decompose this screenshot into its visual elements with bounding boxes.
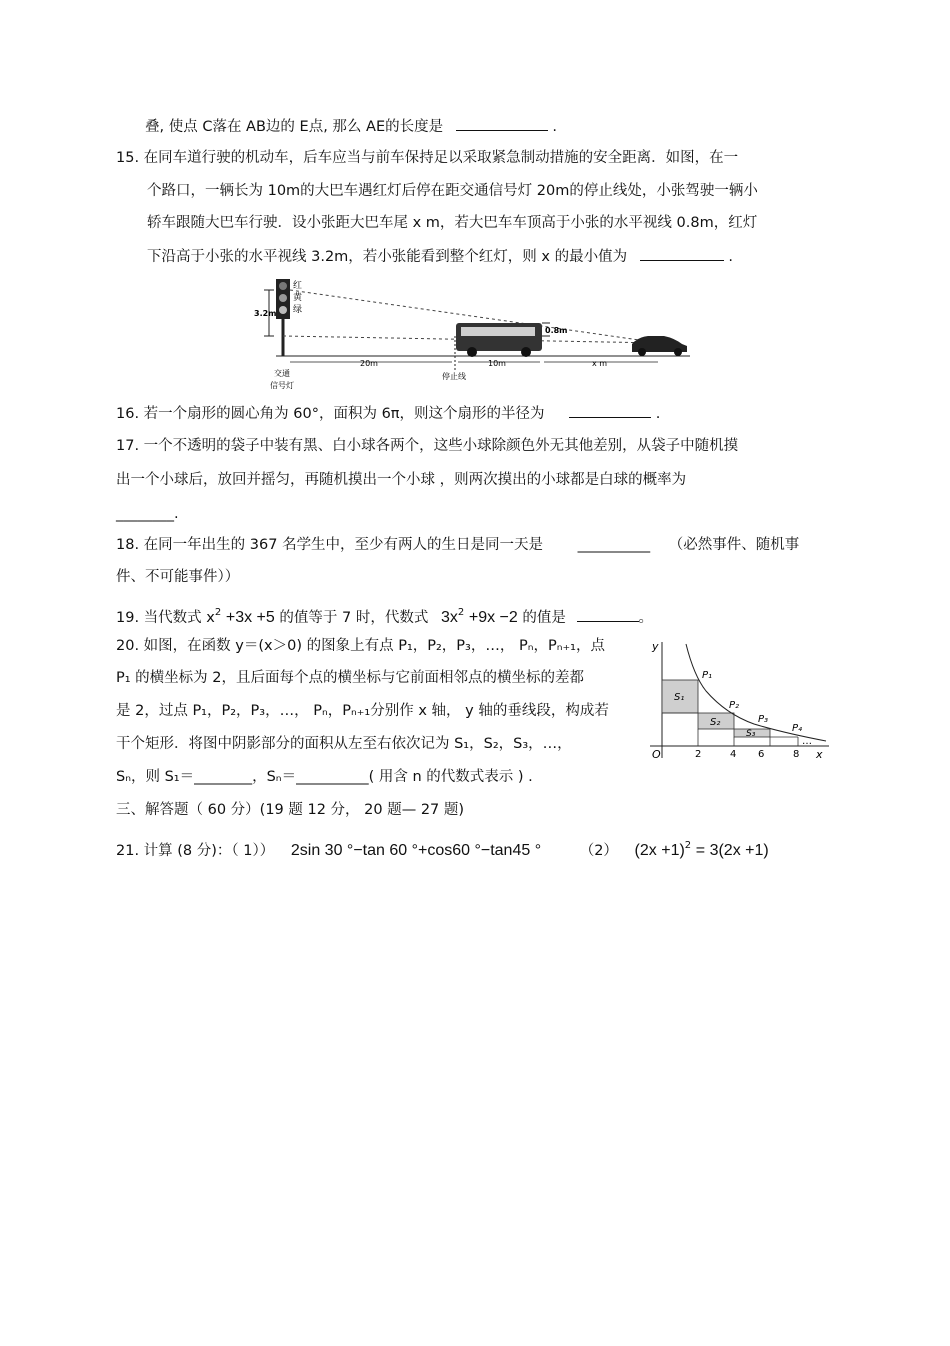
q19-expr-1: +3x +5	[225, 609, 275, 626]
q17-line-1: 17. 一个不透明的袋子中装有黑、白小球各两个，这些小球除颜色外无其他差别，从袋子中随机摸	[116, 438, 739, 454]
signal-label-2: 信号灯	[270, 381, 294, 390]
section-3-heading: 三、解答题（ 60 分）(19 题 12 分， 20 题— 27 题)	[116, 802, 465, 818]
area-s1: S₁	[674, 692, 685, 703]
bus-wheel-rear	[521, 347, 531, 357]
q18-options: （必然事件、随机事	[668, 537, 800, 553]
q21-expr-2a: (2x +1)	[634, 842, 685, 859]
point-p3: P₃	[758, 714, 769, 725]
q21	[116, 836, 769, 861]
q21-label: 21. 计算 (8 分)：（ 1））	[116, 843, 275, 859]
q14-tail	[145, 116, 557, 137]
d20-label: 20m	[360, 359, 378, 368]
q16-text: 16. 若一个扇形的圆心角为 60°，面积为 6π，则这个扇形的半径为	[116, 406, 545, 422]
hyperbola-figure	[644, 636, 839, 764]
q19-expr-2b: +9x −2	[468, 609, 518, 626]
q18-text: 18. 在同一年出生的 367 名学生中，至少有两人的生日是同一天是	[116, 537, 544, 553]
q20-line-2: P₁ 的横坐标为 2，且后面每个点的横坐标与它前面相邻点的横坐标的差都	[116, 670, 584, 686]
q16	[116, 403, 660, 424]
yellow-lamp	[279, 294, 287, 302]
area-dots: …	[802, 736, 812, 747]
h32-label: 3.2m	[254, 309, 277, 318]
bus-windows	[461, 327, 535, 336]
signal-label-1: 交通	[274, 369, 290, 378]
q18-line-2: 件、不可能事件））	[116, 569, 240, 585]
q19-sup-1: 2	[214, 607, 222, 618]
dx-label: x m	[592, 359, 608, 368]
q21-expr-2b: = 3(2x +1)	[695, 842, 769, 859]
q15-line-3: 轿车跟随大巴车行驶．设小张距大巴车尾 x m，若大巴车车顶高于小张的水平视线 0.8m，红灯	[147, 215, 758, 231]
q14-answer-blank[interactable]	[456, 116, 548, 131]
tick-2: 2	[695, 749, 702, 760]
q19-expr-2a: 3x	[440, 609, 458, 626]
q20-line-3: 是 2，过点 P₁，P₂，P₃，…， Pₙ，Pₙ₊₁分别作 x 轴， y 轴的垂线段，构成若	[116, 703, 609, 719]
stopline-label: 停止线	[442, 372, 466, 381]
q15-line-4	[147, 246, 733, 267]
point-p1: P₁	[702, 670, 713, 681]
traffic-figure	[250, 276, 700, 394]
tick-8: 8	[793, 749, 800, 760]
origin-label: O	[652, 748, 661, 761]
point-p4: P₄	[792, 723, 803, 734]
q19-sup-2: 2	[457, 607, 465, 618]
label-yellow: 黄	[293, 293, 303, 303]
y-axis-label: y	[652, 640, 659, 653]
area-s2: S₂	[710, 717, 721, 728]
q18-line-1	[116, 535, 799, 555]
car-wheel-rear	[674, 348, 682, 356]
h08-label: 0.8m	[545, 326, 568, 335]
q15-end: .	[728, 249, 733, 265]
label-green: 绿	[293, 305, 303, 315]
green-lamp	[279, 306, 287, 314]
area-s3: S₃	[746, 729, 756, 739]
q19-label: 19. 当代数式 x	[116, 610, 215, 626]
tick-4: 4	[730, 749, 737, 760]
q21-label-2: （2）	[579, 843, 618, 859]
q20-line-5: Sₙ，则 S₁＝________，Sₙ＝__________( 用含 n 的代数式表示 ) .	[116, 769, 533, 785]
x-axis-label: x	[816, 748, 823, 761]
q15-line-1: 15. 在同车道行驶的机动车，后车应当与前车保持足以采取紧急制动措施的安全距离．如图，在一	[116, 150, 739, 166]
point-p2: P₂	[729, 700, 740, 711]
label-red: 红	[293, 281, 303, 291]
q20-line-1: 20. 如图，在函数 y＝(x＞0) 的图象上有点 P₁，P₂，P₃，…， Pₙ，Pₙ₊₁，点	[116, 638, 605, 654]
q16-answer-blank[interactable]	[569, 403, 651, 418]
tick-6: 6	[758, 749, 765, 760]
q17-line-2: 出一个小球后，放回并摇匀，再随机摸出一个小球 ，则两次摸出的小球都是白球的概率为	[116, 472, 687, 488]
bus-wheel-front	[467, 347, 477, 357]
q19-text: 的值等于 7 时，代数式	[279, 610, 429, 626]
q18-answer-blank[interactable]: __________	[577, 537, 651, 553]
q16-end: .	[655, 406, 661, 422]
q14-text: 叠, 使点 C落在 AB边的 E点, 那么 AE的长度是	[145, 119, 444, 135]
q19	[116, 603, 653, 628]
q17-line-3: ________.	[116, 506, 179, 522]
car-wheel-front	[638, 348, 646, 356]
q21-expr-1: 2sin 30 °−tan 60 °+cos60 °−tan45 °	[290, 842, 542, 859]
q20-line-4: 干个矩形．将图中阴影部分的面积从左至右依次记为 S₁，S₂，S₃，…，	[116, 736, 572, 752]
q14-end: .	[552, 119, 557, 135]
q19-answer-blank[interactable]	[577, 607, 639, 622]
q19-end: 。	[638, 610, 653, 626]
q19-text-2: 的值是	[522, 610, 566, 626]
q15-answer-blank[interactable]	[640, 246, 724, 261]
q21-sup: 2	[684, 840, 692, 851]
red-lamp	[279, 282, 287, 290]
d10-label: 10m	[488, 359, 506, 368]
q15-line-4-text: 下沿高于小张的水平视线 3.2m，若小张能看到整个红灯，则 x 的最小值为	[147, 249, 628, 265]
q15-line-2: 个路口，一辆长为 10m的大巴车遇红灯后停在距交通信号灯 20m的停止线处，小张驾驶一辆小	[147, 183, 758, 199]
